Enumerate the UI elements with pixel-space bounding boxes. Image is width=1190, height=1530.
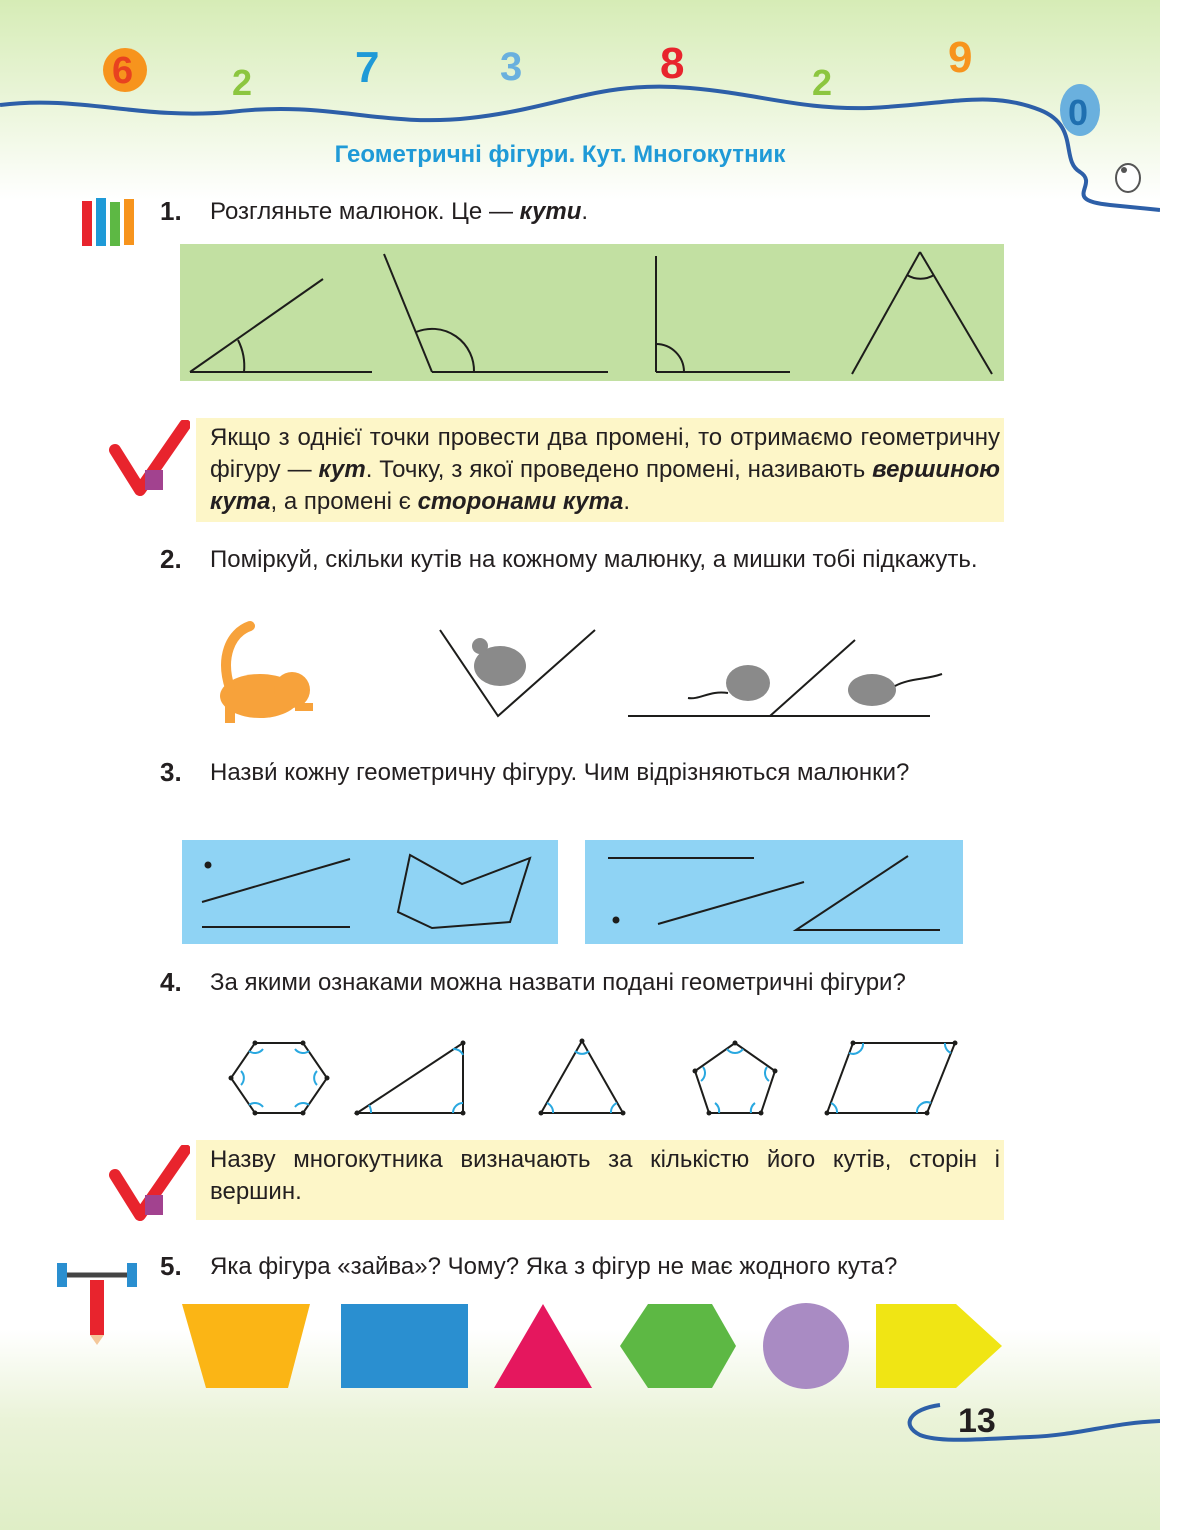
two-angles-with-mice bbox=[628, 640, 942, 716]
task-4-text: За якими ознаками можна назвати подані геометричні фігури? bbox=[210, 969, 906, 996]
right-shapes-panel bbox=[585, 840, 963, 944]
hexagon-outline bbox=[231, 1043, 327, 1113]
digit-5-character-icon bbox=[812, 62, 832, 103]
vertex-angle-arcs bbox=[241, 1043, 951, 1113]
checkmark-character-icon-2 bbox=[100, 1145, 190, 1225]
hexagon-shape bbox=[620, 1304, 736, 1388]
digit-0-character-icon bbox=[1060, 84, 1100, 136]
parallelogram-outline bbox=[827, 1043, 955, 1113]
kitten-illustration bbox=[220, 626, 313, 723]
task-5-number: 5. bbox=[160, 1251, 182, 1281]
task-3-panels bbox=[180, 838, 965, 948]
weightlifter-pencil-icon bbox=[55, 1255, 140, 1345]
task-4-number: 4. bbox=[160, 967, 182, 997]
colored-shapes-row bbox=[180, 1300, 1010, 1395]
task-2-text: Поміркуй, скільки кутів на кожному малюнку, а мишки тобі підкажуть. bbox=[210, 546, 978, 573]
task-1-text-end: . bbox=[581, 198, 589, 225]
rule-1-text-d: . bbox=[623, 488, 631, 515]
digit-9-character-icon bbox=[948, 33, 972, 82]
triangle-shape bbox=[494, 1304, 592, 1388]
point-figure-2 bbox=[614, 918, 619, 923]
svg-text:8: 8 bbox=[660, 39, 685, 88]
rule-1-term-angle: кут bbox=[318, 456, 366, 483]
page-number: 13 bbox=[958, 1402, 996, 1440]
triangle-outline bbox=[541, 1041, 623, 1113]
mouse-icon-left bbox=[726, 665, 770, 701]
svg-text:0: 0 bbox=[1068, 92, 1089, 133]
mouse-icon-right bbox=[848, 674, 896, 706]
task-1-text bbox=[210, 196, 1005, 228]
task-1-number: 1. bbox=[160, 196, 182, 226]
trapezoid-shape bbox=[182, 1304, 310, 1388]
angles-panel bbox=[180, 244, 1004, 381]
task-2-number: 2. bbox=[160, 544, 182, 574]
task-1-term: кути bbox=[519, 198, 582, 225]
svg-text:2: 2 bbox=[232, 62, 253, 103]
task-1-text-part: Розгляньте малюнок. Це — bbox=[210, 198, 520, 225]
task-3-number: 3. bbox=[160, 757, 182, 787]
task-5-text: Яка фігура «зайва»? Чому? Яка з фігур не має жодного кута? bbox=[210, 1253, 898, 1280]
page-margin bbox=[1160, 0, 1190, 1530]
footer-wave bbox=[890, 1395, 1170, 1455]
polygons-row bbox=[225, 1035, 965, 1120]
rule-1-term-sides: сторонами кута bbox=[417, 488, 624, 515]
svg-text:3: 3 bbox=[500, 45, 523, 89]
circle-shape bbox=[763, 1303, 849, 1389]
pencils-group-icon bbox=[72, 196, 142, 256]
svg-text:6: 6 bbox=[112, 50, 134, 92]
svg-text:7: 7 bbox=[355, 43, 380, 92]
angle-with-mouse bbox=[440, 630, 595, 716]
rule-box-polygon-name: Назву многокутника визначають за кількістю його кутів, сторін і вершин. bbox=[196, 1140, 1004, 1220]
rule-1-text-b: . Точку, з якої проведено промені, називають bbox=[365, 456, 873, 483]
task-2-illustration bbox=[200, 618, 960, 728]
digit-2-character-icon bbox=[232, 62, 252, 103]
rule-1-text-c: , а промені є bbox=[270, 488, 418, 515]
task-3-text: Назви́ кожну геометричну фігуру. Чим відрізняються малюнки? bbox=[210, 759, 910, 786]
digit-8-character-icon bbox=[500, 45, 522, 89]
rule-1-text-a: Якщо з однієї точки провести два промені, то отримаємо геометричну фігуру — bbox=[210, 424, 1000, 483]
right-triangle-outline bbox=[357, 1043, 463, 1113]
point-figure bbox=[206, 863, 211, 868]
pentagon-shape bbox=[876, 1304, 1002, 1388]
svg-text:2: 2 bbox=[812, 62, 833, 103]
digit-7-character-icon bbox=[355, 43, 379, 92]
digit-6-character-icon bbox=[103, 48, 147, 92]
lesson-title: Геометричні фігури. Кут. Многокутник bbox=[334, 141, 786, 168]
rule-1-term-vertex: вершиною кута bbox=[210, 456, 1000, 515]
rule-box-angle-definition bbox=[196, 418, 1004, 522]
digit-8-red-character-icon bbox=[660, 39, 684, 88]
checkmark-character-icon bbox=[100, 420, 190, 500]
square-shape bbox=[341, 1304, 468, 1388]
svg-text:9: 9 bbox=[948, 33, 973, 82]
